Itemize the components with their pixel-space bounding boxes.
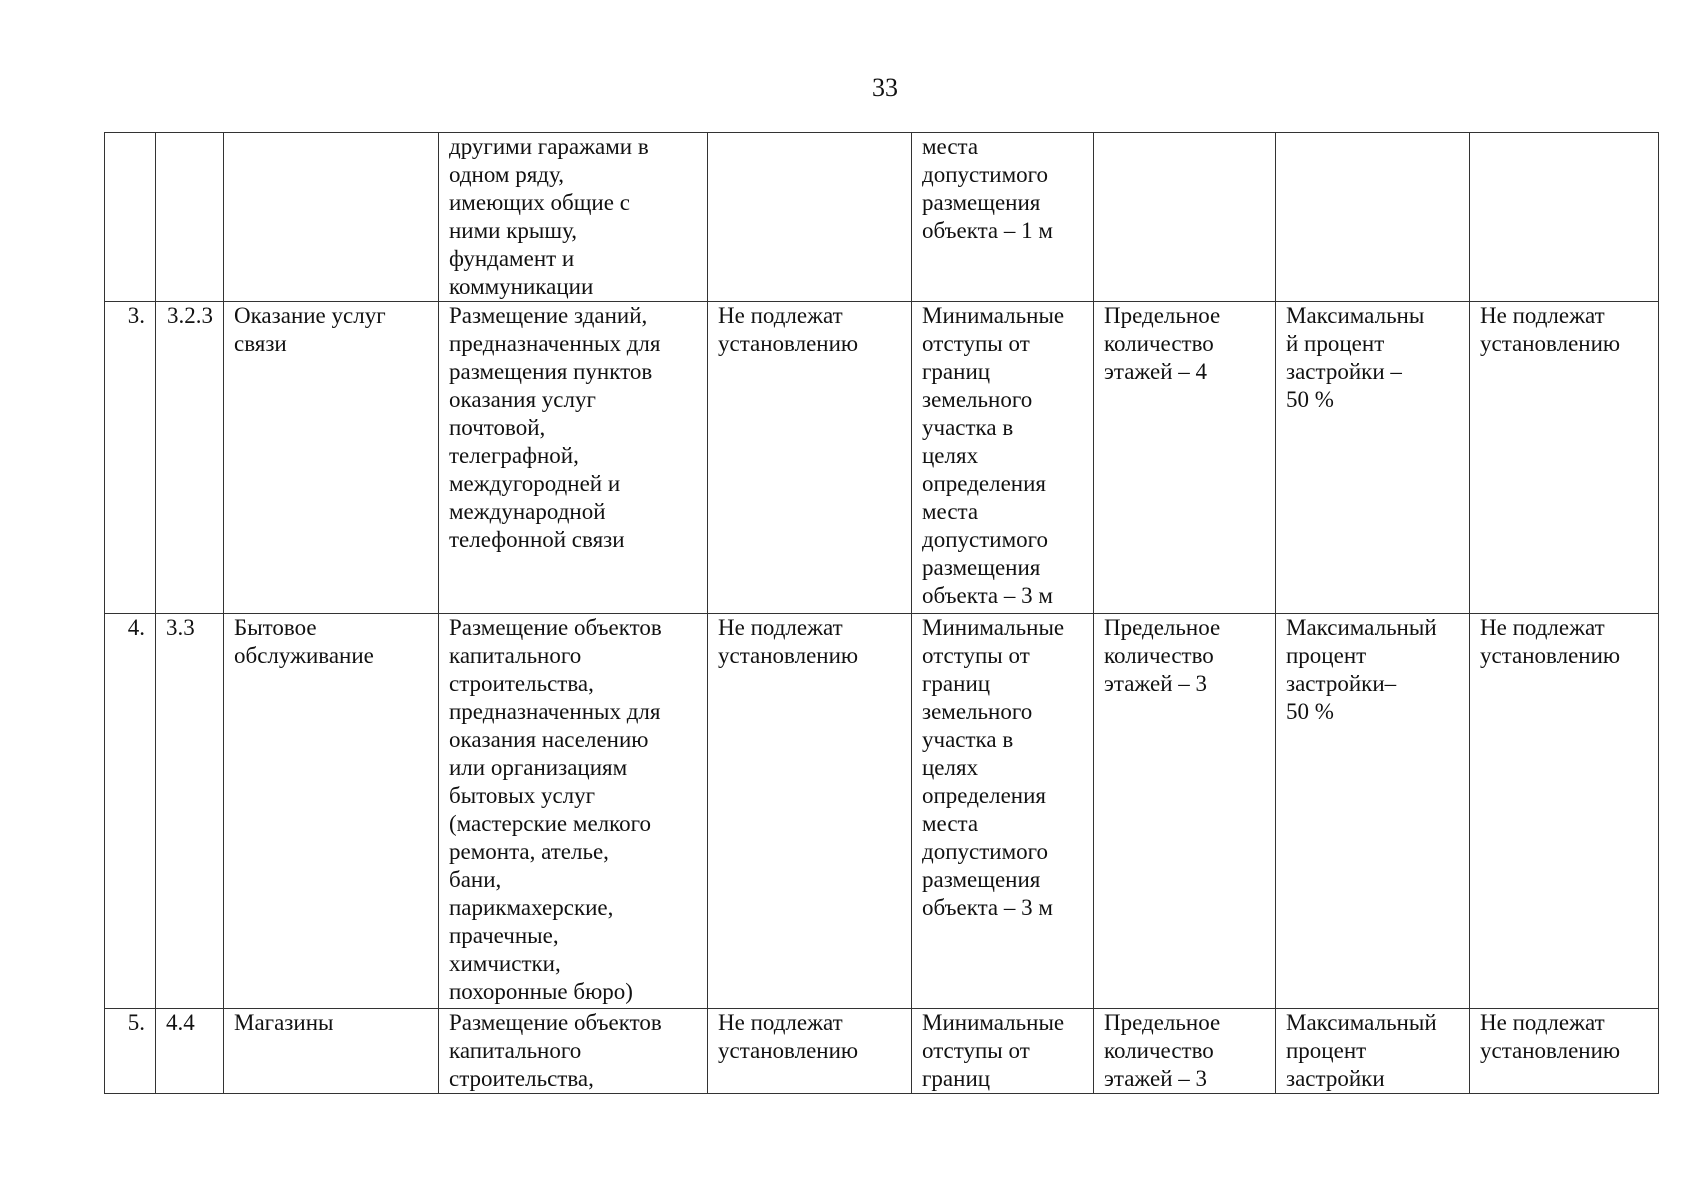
cell-use-description: другими гаражами в одном ряду, имеющих общие с ними крышу, фундамент и коммуникации [439,133,708,302]
cell-setback: Минимальные отступы от границ земельного участка в целях определения места допустимого размещения объекта – 3 м [912,614,1094,1009]
table-row [105,133,1659,302]
cell-use-code: 3.2.3 [156,302,224,614]
cell-setback: Минимальные отступы от границ земельного участка в целях определения места допустимого размещения объекта – 3 м [912,302,1094,614]
cell-other: Не подлежат установлению [1470,302,1659,614]
cell-use-name [224,133,439,302]
cell-use-code [156,133,224,302]
cell-use-name: Бытовое обслуживание [224,614,439,1009]
table-row [105,302,1659,614]
cell-use-description: Размещение зданий, предназначенных для размещения пунктов оказания услуг почтовой, телеграфной, междугородней и международной телефонной связи [439,302,708,614]
cell-row-number [105,133,156,302]
cell-use-name: Оказание услуг связи [224,302,439,614]
table-row [105,614,1659,1009]
cell-floors: Предельное количество этажей – 4 [1094,302,1276,614]
cell-use-code: 3.3 [156,614,224,1009]
cell-use-name: Магазины [224,1009,439,1094]
zoning-table [104,132,1659,1094]
cell-coverage: Максимальны й процент застройки – 50 % [1276,302,1470,614]
cell-other: Не подлежат установлению [1470,614,1659,1009]
cell-floors [1094,133,1276,302]
cell-coverage: Максимальный процент застройки– 50 % [1276,614,1470,1009]
cell-other: Не подлежат установлению [1470,1009,1659,1094]
cell-plot-size: Не подлежат установлению [708,614,912,1009]
cell-use-code: 4.4 [156,1009,224,1094]
cell-plot-size: Не подлежат установлению [708,302,912,614]
cell-setback: места допустимого размещения объекта – 1 м [912,133,1094,302]
cell-plot-size [708,133,912,302]
cell-floors: Предельное количество этажей – 3 [1094,1009,1276,1094]
cell-other [1470,133,1659,302]
cell-setback: Минимальные отступы от границ [912,1009,1094,1094]
cell-use-description: Размещение объектов капитального строительства, предназначенных для оказания населению или организациям бытовых услуг (мастерские мелкого ремонта, ателье, бани, парикмахерские, прачечные, химчистки, похоронные бюро) [439,614,708,1009]
cell-row-number: 5. [105,1009,156,1094]
cell-row-number: 4. [105,614,156,1009]
cell-floors: Предельное количество этажей – 3 [1094,614,1276,1009]
cell-coverage: Максимальный процент застройки [1276,1009,1470,1094]
table-row [105,1009,1659,1094]
cell-coverage [1276,133,1470,302]
cell-row-number: 3. [105,302,156,614]
page-number: 33 [872,73,898,102]
cell-use-description: Размещение объектов капитального строительства, [439,1009,708,1094]
cell-plot-size: Не подлежат установлению [708,1009,912,1094]
